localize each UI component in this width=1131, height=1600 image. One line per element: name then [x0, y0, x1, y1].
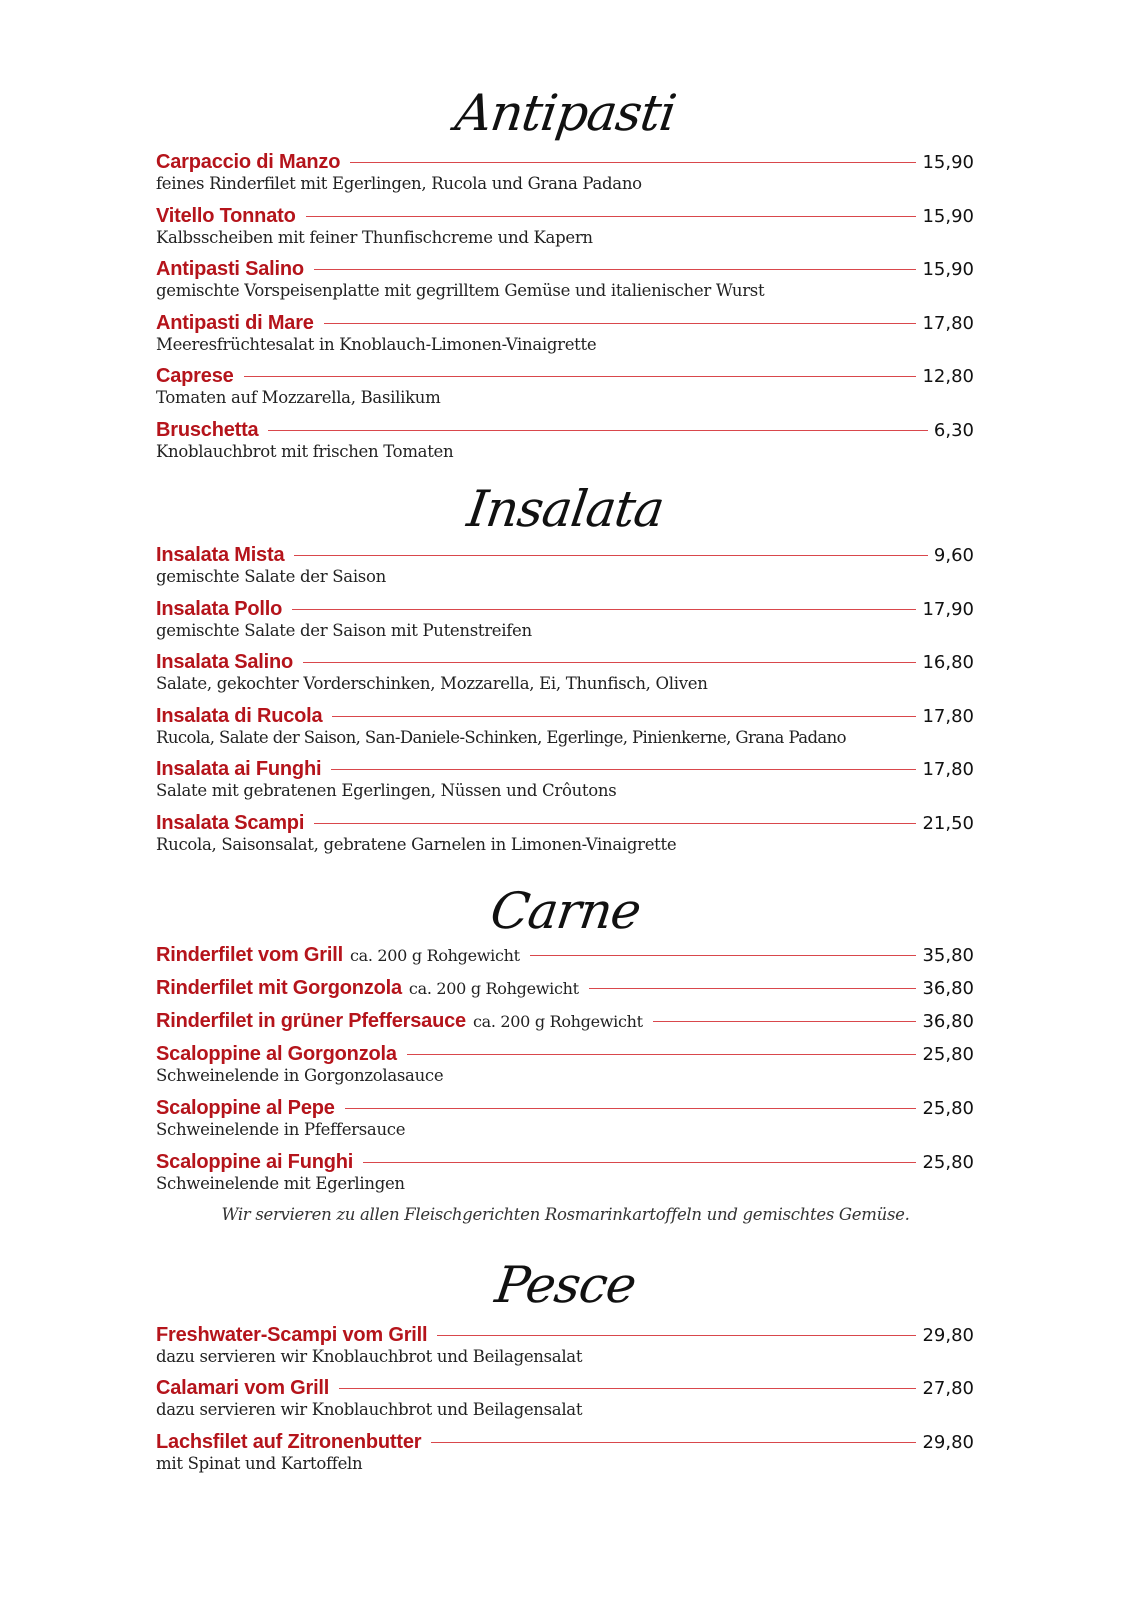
dish-name: Insalata ai Funghi	[156, 757, 322, 780]
menu-item	[156, 543, 974, 587]
dish-price: 17,80	[922, 705, 974, 727]
dish-price: 36,80	[922, 977, 974, 999]
dish-description: mit Spinat und Kartoffeln	[156, 1454, 363, 1473]
dish-note: ca. 200 g Rohgewicht	[408, 978, 579, 998]
dish-price: 35,80	[922, 944, 974, 966]
dish-note: ca. 200 g Rohgewicht	[472, 1011, 643, 1031]
dish-name: Rinderfilet vom Grill	[156, 943, 343, 966]
dotted-leader	[294, 555, 928, 556]
dotted-leader	[306, 216, 917, 217]
dish-name: Rinderfilet in grüner Pfeffersauce	[156, 1009, 466, 1032]
dish-price: 36,80	[922, 1010, 974, 1032]
dish-name: Freshwater-Scampi vom Grill	[156, 1323, 428, 1346]
dish-name: Vitello Tonnato	[156, 204, 296, 227]
dish-description: Rucola, Salate der Saison, San-Daniele-Schinken, Egerlinge, Pinienkerne, Grana Padano	[156, 728, 847, 747]
dotted-leader	[339, 1388, 916, 1389]
dish-description: Knoblauchbrot mit frischen Tomaten	[156, 442, 454, 461]
dish-name: Insalata Scampi	[156, 811, 305, 834]
dish-price: 27,80	[922, 1377, 974, 1399]
section-title-carne: Carne	[487, 882, 644, 940]
dish-price: 25,80	[922, 1043, 974, 1065]
dish-price: 29,80	[922, 1431, 974, 1453]
section-title-insalata: Insalata	[463, 480, 668, 538]
dish-name: Bruschetta	[156, 418, 259, 441]
menu-item	[156, 204, 974, 248]
menu-item	[156, 757, 974, 801]
dish-description: Salate, gekochter Vorderschinken, Mozzarella, Ei, Thunfisch, Oliven	[156, 674, 708, 693]
dish-description: gemischte Vorspeisenplatte mit gegrilltem Gemüse und italienischer Wurst	[156, 281, 765, 300]
dish-name: Antipasti Salino	[156, 257, 304, 280]
dish-name: Insalata Salino	[156, 650, 294, 673]
dish-description: Rucola, Saisonsalat, gebratene Garnelen in Limonen-Vinaigrette	[156, 835, 677, 854]
dish-name: Antipasti di Mare	[156, 311, 314, 334]
menu-item	[156, 1430, 974, 1474]
dish-price: 12,80	[922, 365, 974, 387]
menu-item	[156, 1376, 974, 1420]
carne-footnote: Wir servieren zu allen Fleischgerichten Rosmarinkartoffeln und gemischtes Gemüse.	[221, 1205, 910, 1224]
dish-price: 17,80	[922, 312, 974, 334]
dotted-leader	[345, 1108, 917, 1109]
dotted-leader	[653, 1021, 917, 1022]
section-title-pesce: Pesce	[491, 1256, 640, 1314]
dish-price: 25,80	[922, 1097, 974, 1119]
menu-item	[156, 1150, 974, 1194]
menu-item	[156, 943, 974, 967]
menu-item	[156, 650, 974, 694]
dish-price: 17,90	[922, 598, 974, 620]
dish-description: Meeresfrüchtesalat in Knoblauch-Limonen-Vinaigrette	[156, 335, 597, 354]
menu-item	[156, 1096, 974, 1140]
dotted-leader	[324, 323, 917, 324]
dotted-leader	[350, 162, 916, 163]
dish-description: Schweinelende in Pfeffersauce	[156, 1120, 406, 1139]
menu-item	[156, 311, 974, 355]
dish-description: Kalbsscheiben mit feiner Thunfischcreme und Kapern	[156, 228, 593, 247]
dish-description: Salate mit gebratenen Egerlingen, Nüssen und Crôutons	[156, 781, 617, 800]
menu-item	[156, 1042, 974, 1086]
dish-description: dazu servieren wir Knoblauchbrot und Beilagensalat	[156, 1347, 583, 1366]
dish-description: feines Rinderfilet mit Egerlingen, Rucola und Grana Padano	[156, 174, 642, 193]
dish-price: 29,80	[922, 1324, 974, 1346]
dish-name: Scaloppine al Gorgonzola	[156, 1042, 397, 1065]
dotted-leader	[363, 1162, 916, 1163]
dish-description: gemischte Salate der Saison mit Putenstreifen	[156, 621, 532, 640]
dish-price: 9,60	[933, 544, 974, 566]
dish-name: Caprese	[156, 364, 234, 387]
dish-name: Calamari vom Grill	[156, 1376, 330, 1399]
dish-price: 17,80	[922, 758, 974, 780]
dotted-leader	[530, 955, 917, 956]
dish-price: 6,30	[933, 419, 974, 441]
dish-price: 15,90	[922, 205, 974, 227]
section-title-antipasti: Antipasti	[451, 84, 680, 142]
dotted-leader	[332, 716, 916, 717]
dish-note: ca. 200 g Rohgewicht	[349, 945, 520, 965]
menu-item	[156, 418, 974, 462]
dish-price: 15,90	[922, 151, 974, 173]
dotted-leader	[437, 1335, 916, 1336]
dish-name: Rinderfilet mit Gorgonzola	[156, 976, 402, 999]
dish-description: Tomaten auf Mozzarella, Basilikum	[156, 388, 441, 407]
dish-price: 25,80	[922, 1151, 974, 1173]
dish-price: 15,90	[922, 258, 974, 280]
dotted-leader	[292, 609, 916, 610]
dotted-leader	[268, 430, 927, 431]
menu-item	[156, 704, 974, 748]
menu-item	[156, 976, 974, 1000]
dotted-leader	[407, 1054, 917, 1055]
dish-price: 16,80	[922, 651, 974, 673]
dotted-leader	[589, 988, 917, 989]
dish-price: 21,50	[922, 812, 974, 834]
dotted-leader	[314, 823, 916, 824]
dish-description: gemischte Salate der Saison	[156, 567, 386, 586]
dish-name: Scaloppine ai Funghi	[156, 1150, 354, 1173]
dish-description: Schweinelende in Gorgonzolasauce	[156, 1066, 444, 1085]
dish-name: Lachsfilet auf Zitronenbutter	[156, 1430, 422, 1453]
dotted-leader	[244, 376, 917, 377]
menu-item	[156, 1009, 974, 1033]
menu-item	[156, 811, 974, 855]
menu-item	[156, 364, 974, 408]
dish-name: Carpaccio di Manzo	[156, 150, 341, 173]
dish-name: Insalata di Rucola	[156, 704, 323, 727]
menu-item	[156, 1323, 974, 1367]
dish-name: Insalata Mista	[156, 543, 285, 566]
dotted-leader	[303, 662, 916, 663]
dish-name: Scaloppine al Pepe	[156, 1096, 335, 1119]
menu-item	[156, 597, 974, 641]
dish-description: Schweinelende mit Egerlingen	[156, 1174, 405, 1193]
dotted-leader	[431, 1442, 916, 1443]
dish-description: dazu servieren wir Knoblauchbrot und Beilagensalat	[156, 1400, 583, 1419]
dish-name: Insalata Pollo	[156, 597, 283, 620]
dotted-leader	[314, 269, 917, 270]
menu-item	[156, 257, 974, 301]
menu-item	[156, 150, 974, 194]
dotted-leader	[331, 769, 916, 770]
